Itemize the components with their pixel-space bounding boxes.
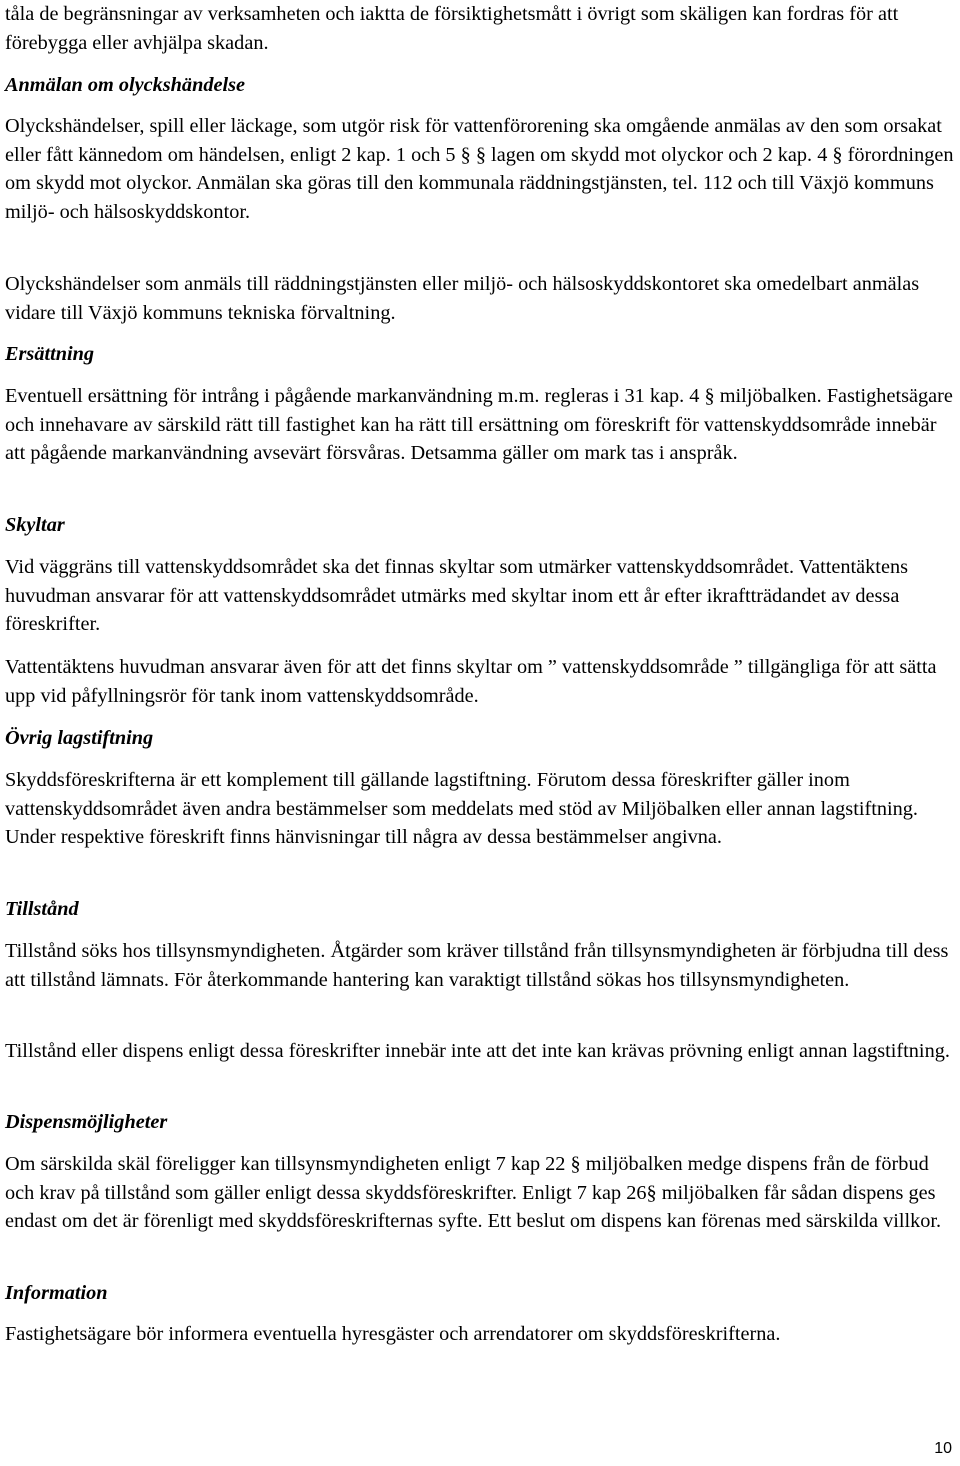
- heading-ovrig-lagstiftning: Övrig lagstiftning: [5, 727, 154, 749]
- heading-information: Information: [5, 1282, 108, 1304]
- paragraph-tillstand-2: Tillstånd eller dispens enligt dessa föreskrifter innebär inte att det inte kan krävas prövning enligt annan lagstiftning.: [5, 1040, 950, 1062]
- paragraph-dispensmojligheter: Om särskilda skäl föreligger kan tillsynsmyndigheten enligt 7 kap 22 § miljöbalken medge dispens från de förbud och krav på tillstånd som gäller enligt dessa skyddsföreskrifter. Enligt 7 kap 26§ miljöbalken får sådan dispens ges endast om det är förenligt med skyddsföreskrifternas syfte. Ett beslut om dispens kan förenas med särskilda villkor.: [5, 1153, 942, 1233]
- heading-olyckshandelse: Anmälan om olyckshändelse: [5, 74, 246, 96]
- paragraph-ersattning: Eventuell ersättning för intrång i pågående markanvändning m.m. regleras i 31 kap. 4 § miljöbalken. Fastighetsägare och innehavare av särskild rätt till fastighet kan ha rätt till ersättning om föreskrift för vattenskyddsområde innebär att pågående markanvändning avsevärt försvåras. Detsamma gäller om mark tas i anspråk.: [5, 385, 953, 465]
- paragraph-skyltar-2: Vattentäktens huvudman ansvarar även för att det finns skyltar om ” vattenskyddsområde ” tillgängliga för att sätta upp vid påfyllningsrör för tank inom vattenskyddsområde.: [5, 656, 937, 707]
- paragraph-olyckshandelse-1: Olyckshändelser, spill eller läckage, som utgör risk för vattenförorening ska omgående anmälas av den som orsakat eller fått kännedom om händelsen, enligt 2 kap. 1 och 5 § § lagen om skydd mot olyckor och 2 kap. 4 § förordningen om skydd mot olyckor. Anmälan ska göras till den kommunala räddningstjänsten, tel. 112 och till Växjö kommuns miljö- och hälsoskyddskontor.: [5, 115, 954, 223]
- paragraph-skyltar-1: Vid väggräns till vattenskyddsområdet ska det finnas skyltar som utmärker vattenskyddsområdet. Vattentäktens huvudman ansvarar för att vattenskyddsområdet utmärks med skyltar inom ett år efter ikraftträdandet av dessa föreskrifter.: [5, 556, 908, 636]
- paragraph-information: Fastighetsägare bör informera eventuella hyresgäster och arrendatorer om skyddsföreskrifterna.: [5, 1323, 781, 1345]
- heading-ersattning: Ersättning: [5, 343, 95, 365]
- heading-dispensmojligheter: Dispensmöjligheter: [5, 1111, 168, 1133]
- paragraph-ovrig-lagstiftning: Skyddsföreskrifterna är ett komplement till gällande lagstiftning. Förutom dessa föreskrifter gäller inom vattenskyddsområdet även andra bestämmelser som meddelats med stöd av Miljöbalken eller annan lagstiftning. Under respektive föreskrift finns hänvisningar till några av dessa bestämmelser angivna.: [5, 769, 918, 849]
- paragraph-olyckshandelse-2: Olyckshändelser som anmäls till räddningstjänsten eller miljö- och hälsoskyddskontoret ska omedelbart anmälas vidare till Växjö kommuns tekniska förvaltning.: [5, 273, 920, 324]
- paragraph-intro: tåla de begränsningar av verksamheten och iaktta de försiktighetsmått i övrigt som skäligen kan fordras för att förebygga eller avhjälpa skadan.: [5, 3, 899, 54]
- page-number: 10: [934, 1440, 952, 1457]
- heading-skyltar: Skyltar: [5, 514, 65, 536]
- heading-tillstand: Tillstånd: [5, 898, 79, 920]
- paragraph-tillstand-1: Tillstånd söks hos tillsynsmyndigheten. Åtgärder som kräver tillstånd från tillsynsmyndigheten är förbjudna till dess att tillstånd lämnats. För återkommande hantering kan varaktigt tillstånd sökas hos tillsynsmyndigheten.: [5, 940, 949, 991]
